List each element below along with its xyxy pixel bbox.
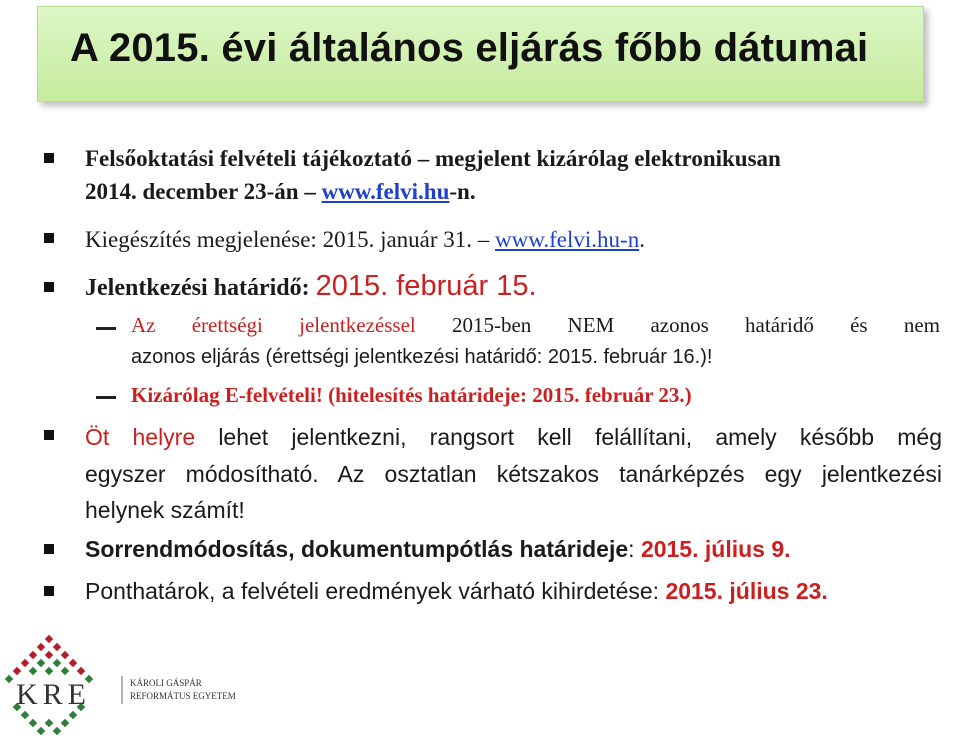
item6-date: 2015. július 23. (665, 578, 828, 604)
item3-line (85, 270, 537, 303)
item5-date: 2015. július 9. (640, 536, 791, 562)
item3-sub1-line1 (131, 313, 940, 338)
dash-bullet-icon (96, 327, 116, 330)
bullet-square-icon (44, 233, 54, 243)
item4-red: Öt helyre (85, 424, 196, 450)
page-title: A 2015. évi általános eljárás főbb dátumai (70, 26, 869, 70)
item3-sub1-rest: 2015-ben NEM azonos határidő és nem (415, 313, 940, 337)
bullet-square-icon (44, 586, 54, 596)
item3-sub1-red: Az érettségi jelentkezéssel (131, 313, 416, 337)
felvi-link-2[interactable]: www.felvi.hu-n (495, 227, 640, 252)
item4-rest: lehet jelentkezni, rangsort kell felállítani, amely később még (195, 424, 942, 450)
kre-logo (0, 628, 240, 737)
item2-suffix: . (639, 227, 645, 252)
item3-label: Jelentkezési határidő: (85, 275, 316, 301)
item1-suffix: -n. (449, 179, 476, 204)
item6-line (85, 578, 828, 605)
item3-sub1-line2: azonos eljárás (érettségi jelentkezési határidő: 2015. február 16.)! (131, 346, 713, 368)
item2-line (85, 227, 645, 253)
item4-line2: egyszer módosítható. Az osztatlan kétszakos tanárképzés egy jelentkezési (85, 461, 942, 487)
item3-sub2: Kizárólag E-felvételi! (hitelesítés határideje: 2015. február 23.) (131, 383, 692, 407)
item3-date: 2015. február 15. (315, 270, 537, 302)
logo-name-line1: KÁROLI GÁSPÁR (130, 678, 202, 688)
item4-line3: helynek számít! (85, 497, 245, 523)
item1-date-text: 2014. december 23-án – (85, 179, 322, 204)
logo-letters: KRE (16, 678, 91, 711)
item1-line1: Felsőoktatási felvételi tájékoztató – megjelent kizárólag elektronikusan (85, 146, 781, 171)
item2-text: Kiegészítés megjelenése: 2015. január 31. – (85, 227, 496, 252)
logo-name-line2: REFORMÁTUS EGYETEM (130, 691, 236, 701)
dash-bullet-icon (96, 396, 116, 399)
item5-colon: : (628, 536, 641, 562)
bullet-square-icon (44, 430, 54, 440)
bullet-square-icon (44, 282, 54, 292)
bullet-square-icon (44, 544, 54, 554)
item5-label: Sorrendmódosítás, dokumentumpótlás határideje (85, 536, 629, 562)
item1-line2 (85, 179, 476, 205)
item4-line1 (85, 424, 942, 451)
felvi-link[interactable]: www.felvi.hu (321, 179, 450, 204)
bullet-square-icon (44, 153, 54, 163)
item6-text: Ponthatárok, a felvételi eredmények várható kihirdetése: (85, 578, 666, 604)
item5-line (85, 536, 791, 563)
